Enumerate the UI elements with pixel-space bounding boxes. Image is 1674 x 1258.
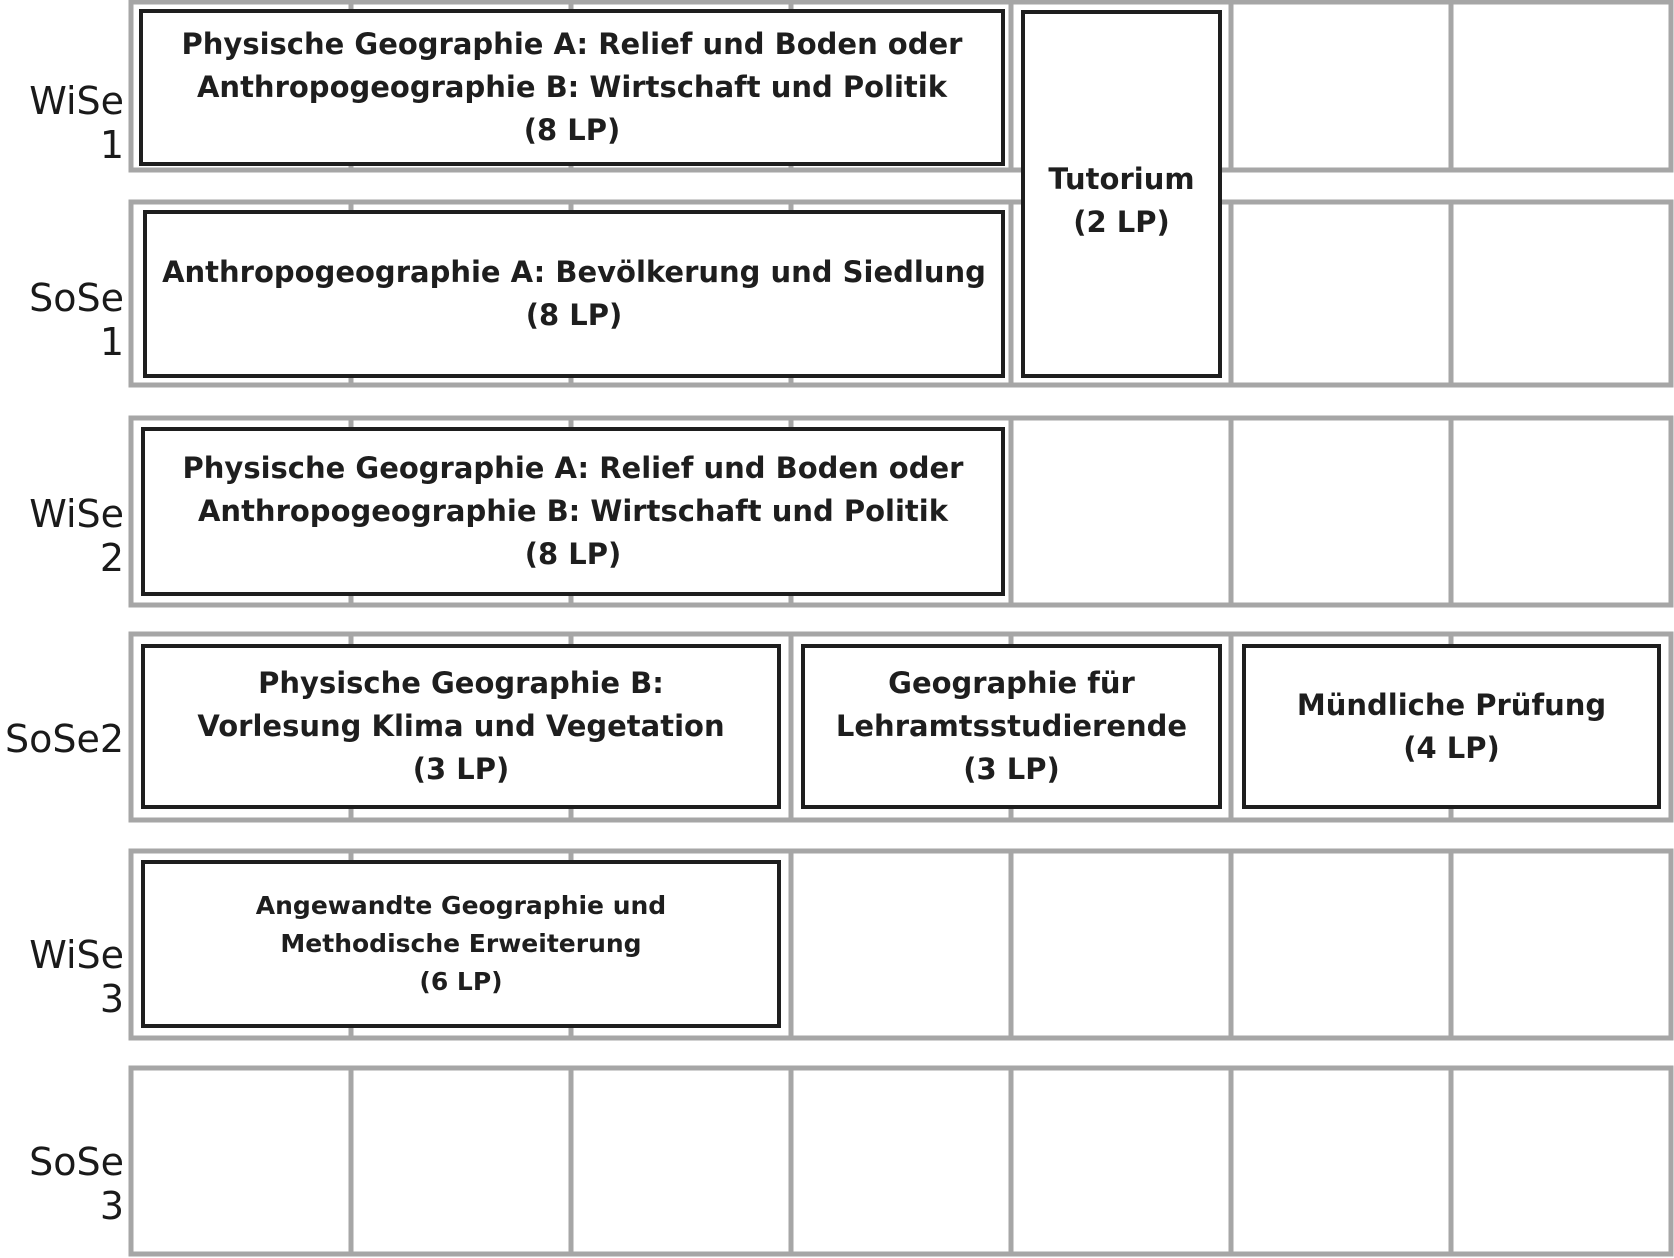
module-credits: (3 LP): [412, 752, 510, 786]
semester-label-wise-3: WiSe 3: [29, 933, 124, 1021]
module-credits: (8 LP): [524, 537, 622, 571]
module-sose2-physische-geographie-b: [141, 644, 781, 809]
module-sose2-muendliche-pruefung: [1242, 644, 1661, 809]
grid-row-6: [131, 1068, 1671, 1254]
module-sose1-anthropogeographie-a: [143, 210, 1005, 378]
module-title-line1: Anthropogeographie A: Bevölkerung und Siedlung: [162, 255, 986, 289]
module-credits: (4 LP): [1403, 730, 1500, 765]
module-title-line1: Physische Geographie A: Relief und Boden oder: [182, 451, 964, 485]
module-wise2-physische-oder-anthropogeographie: [141, 427, 1005, 596]
module-tutorium: [1021, 10, 1222, 378]
module-title-line2: Anthropogeographie B: Wirtschaft und Politik: [196, 70, 948, 104]
module-wise1-physische-oder-anthropogeographie: [139, 9, 1005, 166]
module-credits: (8 LP): [525, 298, 623, 332]
module-credits: (2 LP): [1073, 205, 1170, 239]
module-title-line2: Vorlesung Klima und Vegetation: [197, 709, 725, 743]
module-title-line1: Mündliche Prüfung: [1296, 687, 1607, 722]
module-credits: (6 LP): [419, 967, 503, 996]
module-sose2-geographie-fuer-lehramt: [801, 644, 1222, 809]
module-credits: (8 LP): [523, 113, 621, 147]
semester-label-wise-1: WiSe 1: [29, 79, 124, 167]
module-title-line1: Physische Geographie A: Relief und Boden oder: [181, 27, 963, 61]
module-wise3-angewandte-geographie: [141, 860, 781, 1028]
module-title-line1: Physische Geographie B:: [258, 666, 664, 700]
module-title-line2: Anthropogeographie B: Wirtschaft und Politik: [197, 494, 949, 528]
module-title-line2: Lehramtsstudierende: [835, 709, 1188, 743]
module-credits: (3 LP): [963, 752, 1060, 786]
module-title-line1: Angewandte Geographie und: [255, 891, 667, 920]
semester-label-wise-2: WiSe 2: [29, 492, 124, 580]
semester-label-sose-3: SoSe 3: [29, 1140, 124, 1228]
semester-label-sose-1: SoSe 1: [29, 276, 124, 364]
semester-label-sose-2: SoSe2: [4, 717, 124, 761]
module-title-line1: Geographie für: [888, 666, 1135, 700]
module-title-line2: Methodische Erweiterung: [280, 929, 642, 958]
module-title-line1: Tutorium: [1048, 162, 1195, 196]
